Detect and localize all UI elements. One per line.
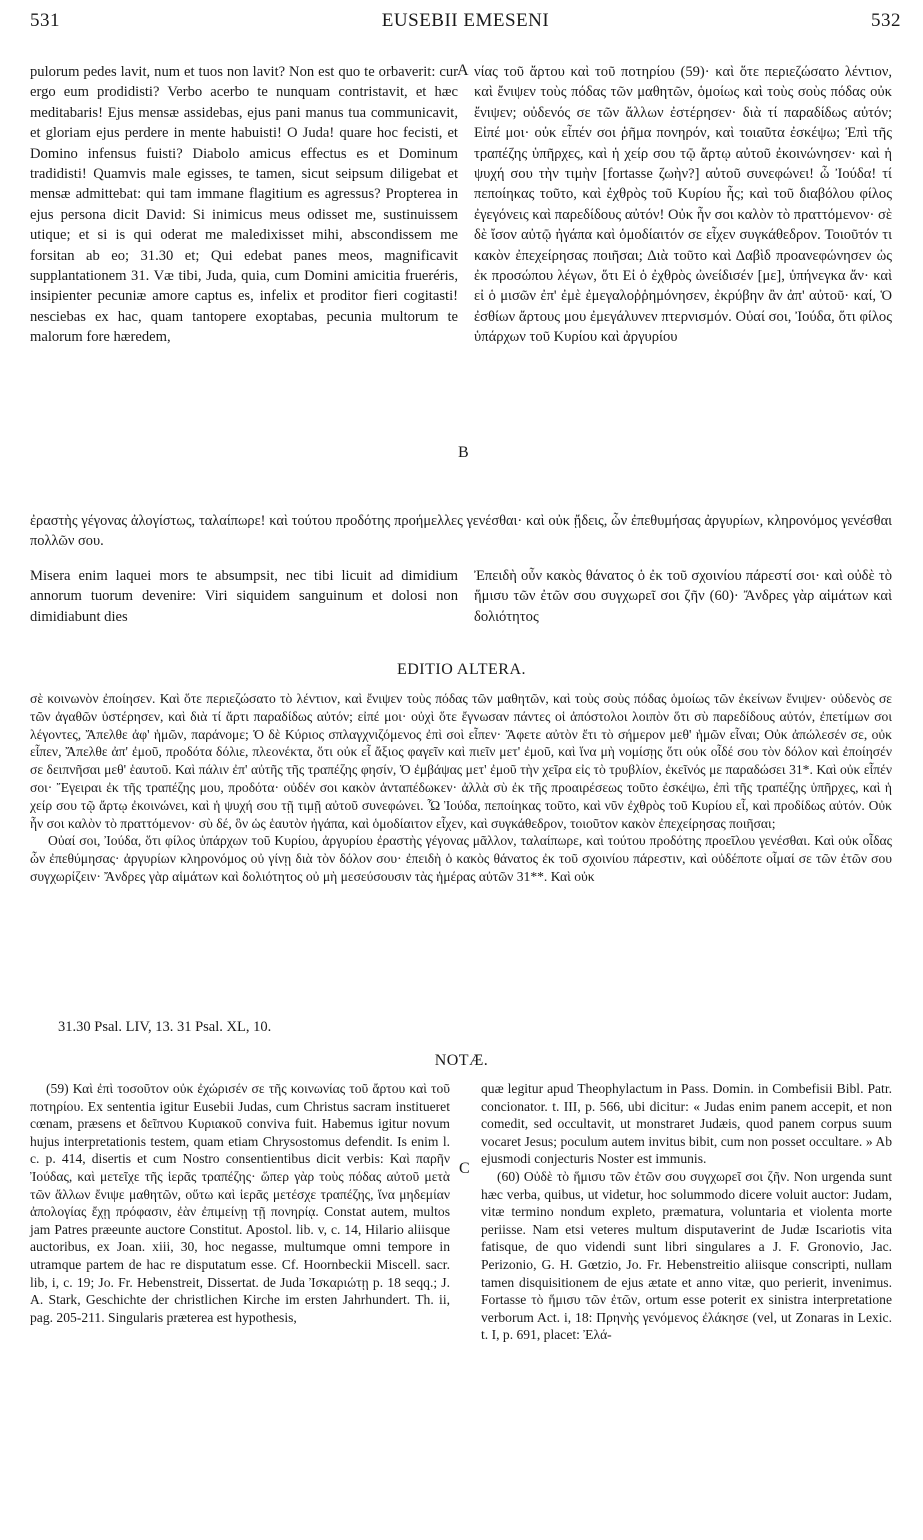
greek-text-bottom: Ἐπειδὴ οὖν κακὸς θάνατος ὁ ἐκ τοῦ σχοινίου πάρεστί σοι· καὶ οὐδὲ τὸ ἥμισυ τῶν ἐτῶν σου συγχωρεῖ σοι ζῆν (60)· Ἄνδρες γὰρ αἱμάτων καὶ δολιότητος — [474, 568, 892, 625]
greek-text-top: νίας τοῦ ἄρτου καὶ τοῦ ποτηρίου (59)· καὶ ὅτε περιεζώσατο λέντιον, καὶ ἔνιψεν τοὺς πόδας τῶν μαθητῶν, ὁμοίως καὶ τοὺς σοὺς πόδας οὐκ ἔνιψεν; οὐδενός σε τῶν ἄλλων ἐστέρησεν· διὰ τί παραδίδως αὐτόν; Εἰπέ μοι· οὐκ εἶπέν σοι ῥῆμα πονηρόν, καὶ τοιαῦτα ἐσκέψω; Ἐπὶ τῆς τραπέζης ὑπῆρχες, καὶ ἡ χείρ σου τῷ ἄρτῳ αὐτοῦ ἐκοινώνησεν· καὶ ἡ ψυχή σου τὴν τιμὴν [fortasse ζωὴν?] αὐτοῦ συνεφώνει! ὦ Ἰούδα! τί πεποίηκας τοῦτο, καὶ ἐχθρὸς τοῦ Κυρίου ἦς; καὶ τοῦ διαβόλου φίλος ἐγεγόνεις καὶ παρεδίδους αὐτόν! Οὐκ ἦν σοι καλὸν τὸ πραττόμενον· σὲ δὲ ἴσον αὐτῷ ἠγάπα καὶ ὁμοδίαιτόν σε εἶχεν συγκάθεδρον. Τοιοῦτόν τι κακὸν ἐπεχείρησας ποιῆσαι; Διὰ τοῦτο καὶ Δαβὶδ προανεφώνησεν ὡς ἐκ προσώπου λέγων, ὅτι Εἰ ὁ ἐχθρὸς ὠνείδισέν [με], ὑπήνεγκα ἄν· καὶ εἰ ὁ μισῶν ἐπ' ἐμὲ ἐμεγαλοῤῥημόνησεν, ἐκρύβην ἂν ἀπ' αὐτοῦ· καί, Ὁ ἐσθίων ἄρτους μου ἐμεγάλυνεν πτερνισμόν. Οὐαί σοι, Ἰούδα, ὅτι φίλος ὑπάρχων τοῦ Κυρίου καὶ ἀργυρίου — [474, 64, 892, 346]
margin-marker-b: B — [458, 444, 469, 461]
greek-column-top — [474, 62, 892, 507]
notes-right-column — [481, 1080, 892, 1530]
latin-column-bottom — [30, 566, 458, 630]
notae-heading: NOTÆ. — [434, 1052, 489, 1069]
editio-paragraph-1: σὲ κοινωνὸν ἐποίησεν. Καὶ ὅτε περιεζώσατο τὸ λέντιον, καὶ ἔνιψεν τοὺς πόδας τῶν μαθητῶν, καὶ τοὺς σοὺς πόδας ὁμοίως τῶν ἐκείνων ἔνιψεν· οὐδενὸς σε τῶν ἀγαθῶν ὑστέρησεν, καὶ διὰ τί ἄρτι παραδίδως αὐτόν; εἰπέ μοι· οὐχὶ ὅτε ἔγνωσαν πάντες οἱ ἀπόστολοι λοιπὸν ὅτι σὺ παρεδίδους αὐτόν, ἐπετίμων σοι λέγοντες, Ἄπελθε ἀφ' ἡμῶν, παράνομε; Ὁ δὲ Κύριος σπλαγχνιζόμενος ἐπὶ σοὶ εἶπεν· Ἄφετε αὐτὸν ἔτι τὸ σήμερον μεθ' ἡμῶν εἶναι; Οὐκ ἀπώλεσέν σε, οὐκ εἶπεν, Ἄπελθε ἀπ' ἐμοῦ, προδότα δόλιε, πλεονέκτα, ὅτι οὐκ εἶ ἄξιος φαγεῖν καὶ πιεῖν μετ' ἐμοῦ, καὶ ἵνα μὴ νομίσῃς ὅτι οὐκ οἶδέ σου τὸν δόλον καὶ ἐποίησέν σε δειπνῆσαι μεθ' ἑαυτοῦ. Καὶ πάλιν ἐπ' αὐτῆς τῆς τραπέζης φησίν, Ὁ ἐμβάψας μετ' ἐμοῦ τὴν χεῖρα εἰς τὸ τρυβλίον, ἐκεῖνός με παραδώσει 31*. Καὶ οὐκ εἶπέν σοι· Ἔγειραι ἐκ τῆς τραπέζης μου, προδότα· οὐδέν σοι κακὸν ἀνταπέδωκεν· ἀλλὰ σὺ ἐκ τῆς προαιρέσεως τοῦτο ἐσκέψω, ἐπὶ τῆς τραπέζης ὑπῆρχες, καὶ ἡ χείρ σου τῷ ἄρτῳ ἐκοινώνει, καὶ ἡ ψυχή σου τῇ τιμῇ αὐτοῦ συνεφώνει. Ὦ Ἰούδα, πεποίηκας τοῦτο, καὶ νῦν ἐχθρὸς τοῦ Κυρίου εἶ, καὶ προδίδως αὐτόν. Οὐκ ἦν σοι καλὸν τὸ πραττόμενον· σὺ δέ, ὃν ὡς ἑαυτὸν ἠγάπα, καὶ ὁμοδίαιτον εἶχεν, καὶ συγκάθεδρον, τοιοῦτον κακὸν ἐπεχείρησας ποιῆσαι; — [30, 691, 892, 831]
notes-left-column — [30, 1080, 450, 1530]
note-60: (60) Οὐδὲ τὸ ἥμισυ τῶν ἐτῶν σου συγχωρεῖ σοι ζῆν. Non urgenda sunt hæc verba, quibus, ut videtur, hoc solummodo dicere voluit auctor: Judam, vitæ termino nondum expleto, præmatura, voluntaria et violenta morte periisse. Nam etsi veteres multum disputaverint de Judæ Iscariotis vita fatisque, de quo videndi sunt libri singulares a J. F. Gronovio, Jac. Perizonio, G. H. Gœtzio, Jo. Fr. Hebenstreitio aliisque conscripti, nullam tamen disquisitionem de ejus ætate et anno vitæ, quo perierit, invenimus. Fortasse τὸ ἥμισυ τῶν ἐτῶν, ortum esse poterit ex sinistra interpretatione verborum Act. i, 18: Πρηνὴς γενόμενος ἐλάκησε (vel, ut Zonaras in Lexic. t. I, p. 691, placet: Ἐλά- — [481, 1168, 892, 1343]
note-59-continuation: quæ legitur apud Theophylactum in Pass. Domin. in Combefisii Bibl. Patr. concionator. t. III, p. 566, ubi dicitur: « Judas enim panem accepit, et non comedit, sed occultavit, ut monstraret Judæis, quod panem corpus suum vocaret Jesus; poculum autem invitus bibit, cum non posset occultare. » Ab ejusmodi conjecturis Noster est immunis. — [481, 1081, 892, 1167]
note-59: (59) Καὶ ἐπὶ τοσοῦτον οὐκ ἐχώρισέν σε τῆς κοινωνίας τοῦ ἄρτου καὶ τοῦ ποτηρίου. Ex sententia igitur Eusebii Judas, cum Christus sacram institueret cœnam, præsens et δεῖπνου Κυριακοῦ conviva fuit. Habemus igitur novum hujus interpretationis testem, quam etiam Chrysostomus defendit. Is enim l. c. p. 414, disertis et cum Nostro consentientibus dicit verbis: Καὶ παρῆν Ἰούδας, καὶ μετεῖχε τῆς ἱερᾶς τραπέζης· ὥπερ γὰρ τοὺς πόδας αὐτοῦ μετὰ τῶν ἄλλων ἔνιψε μαθητῶν, οὕτω καὶ ἱερᾶς μετέσχε τραπέζης, ἵνα μηδεμίαν ἀπολογίας ἔχῃ πρόφασιν, ἐὰν ἐπιμείνῃ τῇ πονηρίᾳ. Constat autem, multos jam Patres præeunte auctore Constitut. Apostol. lib. v, c. 14, Hilario aliisque auctoribus, ex Joan. xiii, 30, hoc negasse, multumque omni tempore in utramque partem de hac re disputatum esse. Cf. Hoornbeckii Miscell. sacr. lib, i, c. 19; Jo. Fr. Hebenstreit, Dissertat. de Juda Ἰσκαριώτῃ p. 18 seqq.; J. A. Stark, Geschichte der christlichen Kirche im ersten Jahrhundert. Th. ii, pag. 205-211. Singularis præterea est hypothesis, — [30, 1081, 450, 1325]
editio-paragraph-2: Οὐαί σοι, Ἰούδα, ὅτι φίλος ὑπάρχων τοῦ Κυρίου, ἀργυρίου ἐραστὴς γέγονας μᾶλλον, ταλαίπωρε, καὶ τούτου προδότης προεῖλου γενέσθαι. Καὶ οὐκ οἶδας ὧν ἐπεθύμησας· ἀργυρίων κληρονόμος οὐ γίνῃ διὰ τὸν δόλον σου· ἐπειδὴ ὁ κακὸς θάνατος ἐκ τοῦ σχοινίου πάρεστιν, καὶ οὐδέποτε οἶμαί σε τῶν ἐτῶν σου συγχωρίζειν· Ἄνδρες γὰρ αἱμάτων καὶ δολιότητος οὐ μὴ μεσεύσουσιν τὰς ἡμέρας αὐτῶν 31**. Καὶ οὐκ — [30, 833, 892, 884]
page-header — [30, 6, 901, 36]
margin-marker-c: C — [459, 1160, 470, 1177]
latin-column-top — [30, 62, 458, 507]
greek-column-bottom — [474, 566, 892, 630]
latin-text-top: pulorum pedes lavit, num et tuos non lavit? Non est quo te orbaverit: cur ergo eum prodidisti? Verbo acerbo te nunquam contristavit, et hæc meditabaris! Ejus mensæ assidebas, ejus pani manus tua communicavit, et gloriam ejus perdere in mente habuisti! O Juda! quare hoc fecisti, et Domino infensus fuisti? Diabolo amicus effectus es et Dominum tradidisti! Quamvis male egisses, te tamen, sicut seipsum diligebat et mensæ admittebat: qui tam immane flagitium es agressus? Propterea in ejus persona dicit David: Si inimicus meus odisset me, sustinuissem utique; et si is qui oderat me maledixisset mihi, abscondissem me forsitan ab eo; 31.30 et; Qui edebat panes meos, magnificavit supplantationem 31. Væ tibi, Juda, quia, cum Domini amicitia frueréris, insipienter pecuniæ amore captus es, infelix et proditor fieri cogitasti! nesciebas ex hac, quam tantopere exoptabas, pecunia multorum te malorum fore hæredem, — [30, 64, 458, 346]
right-page-number: 532 — [871, 10, 901, 31]
greek-fullwidth-continuation — [30, 511, 892, 553]
scripture-references: 31.30 Psal. LIV, 13. 31 Psal. XL, 10. — [58, 1019, 272, 1035]
latin-text-bottom: Misera enim laquei mors te absumpsit, nec tibi licuit ad dimidium annorum tuorum devenire: Viri siquidem sanguinum et dolosi non dimidiabunt dies — [30, 568, 458, 625]
greek-continuation-text: ἐραστὴς γέγονας ἀλογίστως, ταλαίπωρε! καὶ τούτου προδότης προήμελλες γενέσθαι· καὶ οὐκ ᾔδεις, ὧν ἐπεθυμήσας ἀργυρίων, κληρονόμος γενέσθαι πολλῶν σου. — [30, 513, 892, 549]
margin-marker-a: A — [457, 62, 469, 79]
editio-altera-text — [30, 690, 892, 1002]
editio-altera-heading: EDITIO ALTERA. — [396, 661, 527, 678]
running-title: EUSEBII EMESENI — [381, 10, 550, 31]
left-page-number: 531 — [30, 10, 60, 31]
